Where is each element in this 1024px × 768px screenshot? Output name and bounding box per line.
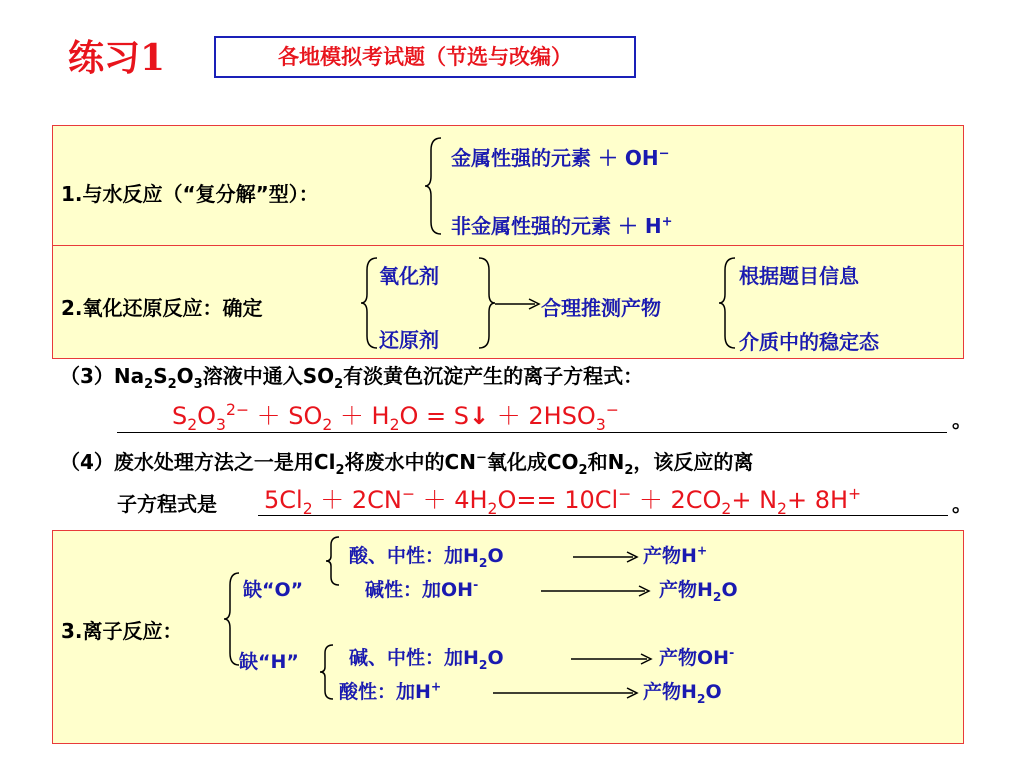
brace-icon [423,136,445,236]
box3-reagent-basic: 碱性：加OH- [365,577,479,601]
q4-line1: （4）废水处理方法之一是用$Cl_2$将废水中的CN−氧化成$CO_2$和$N_2$，该反应的离 [60,450,754,478]
closing-brace-icon [477,256,497,350]
brace-icon [359,256,379,350]
q4-line2: 子方程式是 [117,492,217,516]
brace-icon [325,535,341,587]
arrow-right-icon [571,653,653,665]
box2-reductant: 还原剂 [379,328,439,352]
box3-reagent-basic-neutral: 碱、中性：加$H_2O$ [349,647,504,672]
box3-reagent-acidic: 酸性：加H+ [339,679,442,703]
q3-period: 。 [952,408,972,432]
q4-answer: $5Cl_2 + 2CN^- + 4H_2O== 10Cl^- + 2CO_2+ N_2+ 8H^+$ [264,485,862,518]
box2-product: 合理推测产物 [541,296,661,320]
box-ionic-reaction [52,530,964,744]
box2-basis-info: 根据题目信息 [739,264,859,288]
box3-lack-o: 缺“O” [243,579,304,601]
q3-answer: $S_2O_3^{2-} + SO_2 + H_2O$ = S↓ ＋ $2HSO_3^-$ [172,401,619,434]
brace-icon [717,256,737,350]
box1-label: 1.与水反应（“复分解”型）： [61,182,319,206]
box3-product-oh: 产物OH- [659,645,735,669]
arrow-right-icon [541,585,651,597]
box2-basis-stable: 介质中的稳定态 [739,330,879,354]
arrow-right-icon [573,551,639,563]
box-redox-reaction [52,245,964,359]
box3-product-h-plus: 产物H+ [643,543,708,567]
box3-product-water-2: 产物$H_2O$ [643,681,722,706]
subtitle-box: 各地模拟考试题（节选与改编） [214,36,636,78]
arrow-right-icon [495,298,541,310]
arrow-right-icon [493,687,639,699]
down-arrow-icon: ↓ [469,402,490,430]
box3-lack-h: 缺“H” [239,651,299,673]
box2-oxidant: 氧化剂 [379,264,439,288]
brace-icon [319,643,335,701]
box3-product-water-1: 产物$H_2O$ [659,579,738,604]
q3-question: $(3)Na_2S_2O_3$溶液中通入$SO_2$有淡黄色沉淀产生的离子方程式： [60,364,644,392]
q4-period: 。 [952,492,972,516]
box3-label: 3.离子反应： [61,619,183,643]
box3-reagent-acid-neutral: 酸、中性：加$H_2O$ [349,545,504,570]
box1-item-nonmetal: 非金属性强的元素 ＋ H+ [451,214,673,238]
box2-label: 2.氧化还原反应：确定 [61,296,263,320]
box-water-reaction [52,125,964,247]
page-title: 练习1 [68,37,166,79]
box1-item-metal: 金属性强的元素 ＋ OH− [451,146,670,170]
